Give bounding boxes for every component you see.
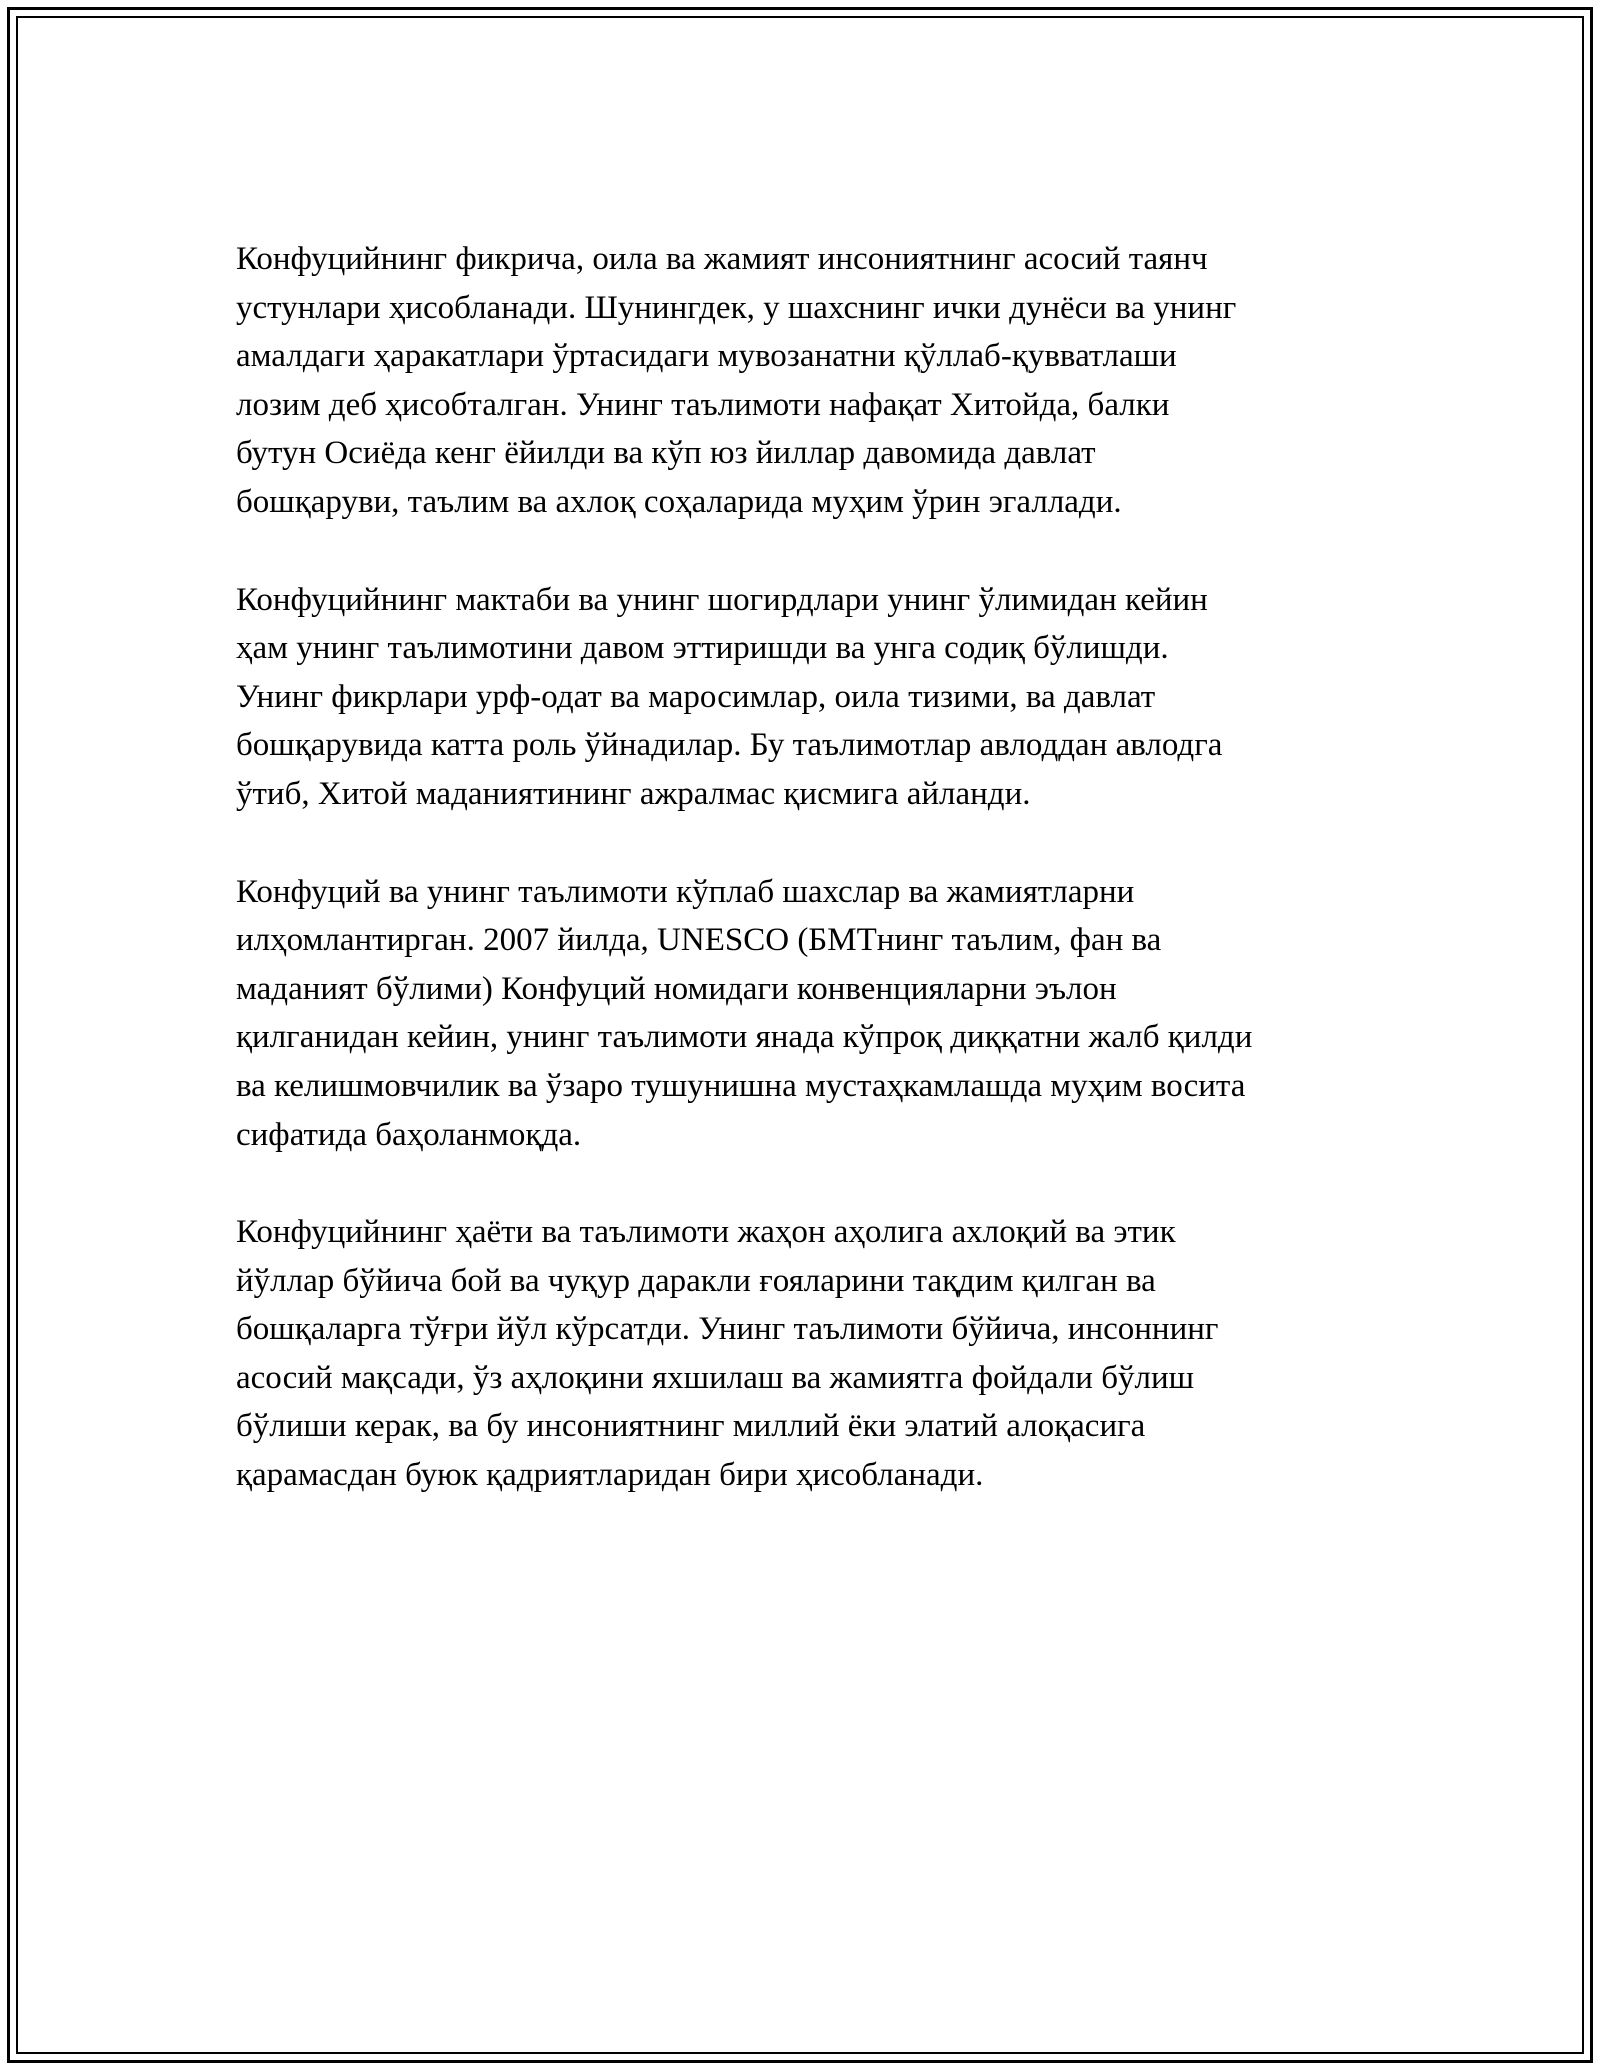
text-line: бўлиши керак, ва бу инсониятнинг миллий ёки элатий алоқасига xyxy=(236,1408,1146,1445)
text-line: бутун Осиёда кенг ёйилди ва кўп юз йиллар давомида давлат xyxy=(236,435,1096,472)
text-line: ва келишмовчилик ва ўзаро тушунишна мустаҳкамлашда муҳим восита xyxy=(236,1067,1246,1104)
text-line: Конфуцийнинг мактаби ва унинг шогирдлари унинг ўлимидан кейин xyxy=(236,581,1208,618)
text-line: ўтиб, Хитой маданиятининг ажралмас қисмига айланди. xyxy=(236,775,1031,812)
text-line: Конфуцийнинг фикрича, оила ва жамият инсониятнинг асосий таянч xyxy=(236,241,1208,277)
text-line: қилганидан кейин, унинг таълимоти янада кўпроқ диққатни жалб қилди xyxy=(236,1019,1253,1056)
text-line: бошқаларга тўғри йўл кўрсатди. Унинг таълимоти бўйича, инсоннинг xyxy=(236,1311,1219,1348)
text-line: маданият бўлими) Конфуций номидаги конвенцияларни эълон xyxy=(236,970,1117,1007)
text-line: лозим деб ҳисобталган. Унинг таълимоти нафақат Хитойда, балки xyxy=(236,386,1170,423)
text-line: амалдаги ҳаракатлари ўртасидаги мувозанатни қўллаб-қувватлаши xyxy=(236,338,1177,375)
paragraph-2 xyxy=(236,576,1376,819)
paragraph-1 xyxy=(236,235,1376,527)
text-line: сифатида баҳоланмоқда. xyxy=(236,1116,582,1153)
text-line: Унинг фикрлари урф-одат ва маросимлар, оила тизими, ва давлат xyxy=(236,678,1156,715)
text-line: йўллар бўйича бой ва чуқур даракли ғояларини тақдим қилган ва xyxy=(236,1262,1156,1299)
text-line: Конфуцийнинг ҳаёти ва таълимоти жаҳон аҳолига ахлоқий ва этик xyxy=(236,1214,1176,1251)
text-line: устунлари ҳисобланади. Шунингдек, у шахснинг ички дунёси ва унинг xyxy=(236,289,1237,326)
text-line: асосий мақсади, ўз аҳлоқини яхшилаш ва жамиятга фойдали бўлиш xyxy=(236,1359,1195,1396)
text-line: бошқарувида катта роль ўйнадилар. Бу таълимотлар авлоддан авлодга xyxy=(236,727,1223,764)
document-body xyxy=(236,235,1376,1549)
text-line: Конфуций ва унинг таълимоти кўплаб шахслар ва жамиятларни xyxy=(236,873,1135,910)
paragraph-4 xyxy=(236,1208,1376,1500)
text-line: илҳомлантирган. 2007 йилда, UNESCO (БМТнинг таълим, фан ва xyxy=(236,922,1162,959)
paragraph-3 xyxy=(236,868,1376,1160)
text-line: бошқаруви, таълим ва ахлоқ соҳаларида муҳим ўрин эгаллади. xyxy=(236,483,1122,520)
text-line: қарамасдан буюк қадриятларидан бири ҳисобланади. xyxy=(236,1457,984,1494)
text-line: ҳам унинг таълимотини давом эттиришди ва унга содиқ бўлишди. xyxy=(236,630,1169,667)
